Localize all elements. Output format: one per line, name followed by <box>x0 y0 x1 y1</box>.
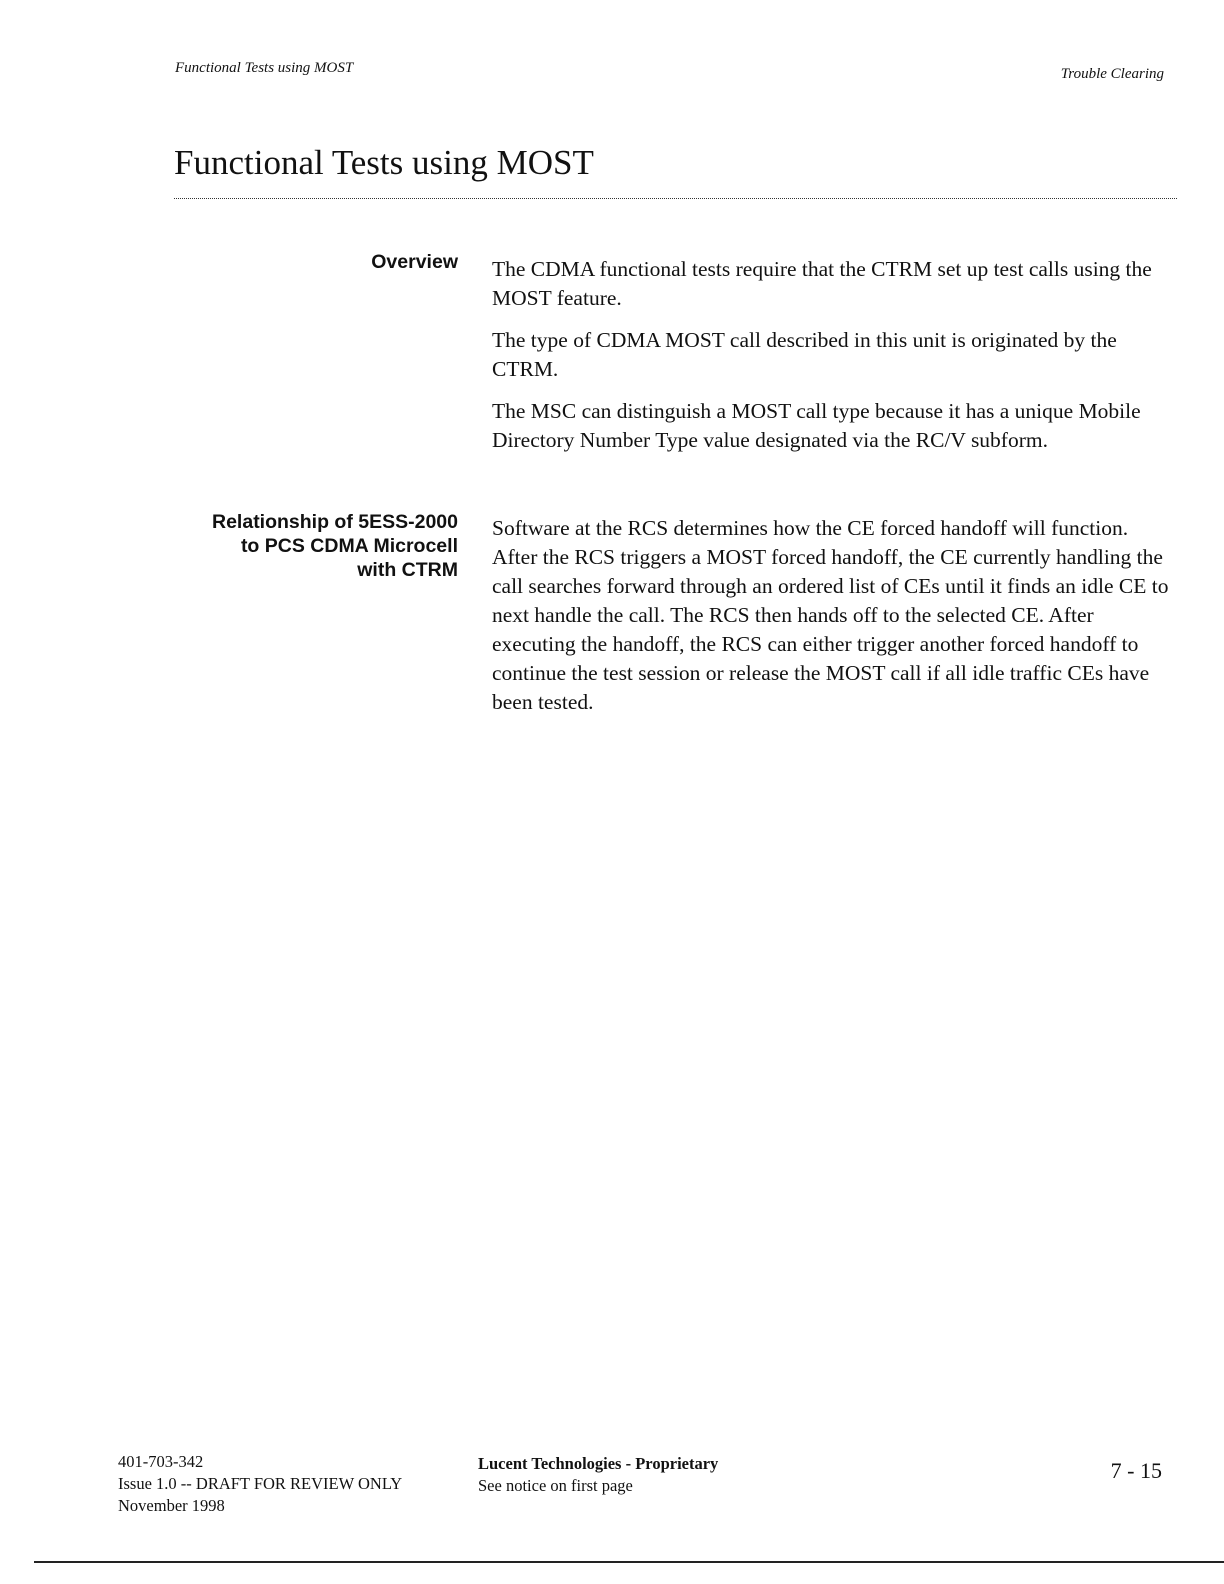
bottom-divider <box>34 1561 1224 1563</box>
paragraph: Software at the RCS determines how the CE forced handoff will function. After the RCS triggers a MOST forced handoff, the CE currently handling the call searches forward through an ordered list of CEs until it finds an idle CE to next handle the call. The RCS then hands off to the selected CE. After executing the handoff, the RCS can either trigger another forced handoff to continue the test session or release the MOST call if all idle traffic CEs have been tested. <box>492 516 1169 714</box>
running-header-left: Functional Tests using MOST <box>175 60 354 76</box>
section-label: Relationship of 5ESS-2000 to PCS CDMA Microcell with CTRM <box>212 511 458 581</box>
running-header-right: Trouble Clearing <box>1060 66 1164 82</box>
page-title: Functional Tests using MOST <box>174 143 594 182</box>
issue-line: Issue 1.0 -- DRAFT FOR REVIEW ONLY <box>118 1474 403 1493</box>
date-line: November 1998 <box>118 1496 225 1515</box>
title-divider <box>174 198 1177 199</box>
paragraph: The type of CDMA MOST call described in this unit is originated by the CTRM. <box>492 328 1117 381</box>
footer-doc-info <box>118 1451 402 1517</box>
notice-line: See notice on first page <box>478 1476 633 1495</box>
section-body <box>492 514 1172 730</box>
section-label: Overview <box>371 251 458 273</box>
footer-proprietary <box>478 1453 718 1497</box>
paragraph: The MSC can distinguish a MOST call type because it has a unique Mobile Directory Number Type value designated via the RC/V subform. <box>492 399 1141 452</box>
company-line: Lucent Technologies - Proprietary <box>478 1454 719 1473</box>
doc-number: 401-703-342 <box>118 1452 204 1471</box>
paragraph: The CDMA functional tests require that the CTRM set up test calls using the MOST feature. <box>492 257 1152 310</box>
page-number: 7 - 15 <box>1110 1458 1162 1483</box>
section-body <box>492 255 1172 468</box>
